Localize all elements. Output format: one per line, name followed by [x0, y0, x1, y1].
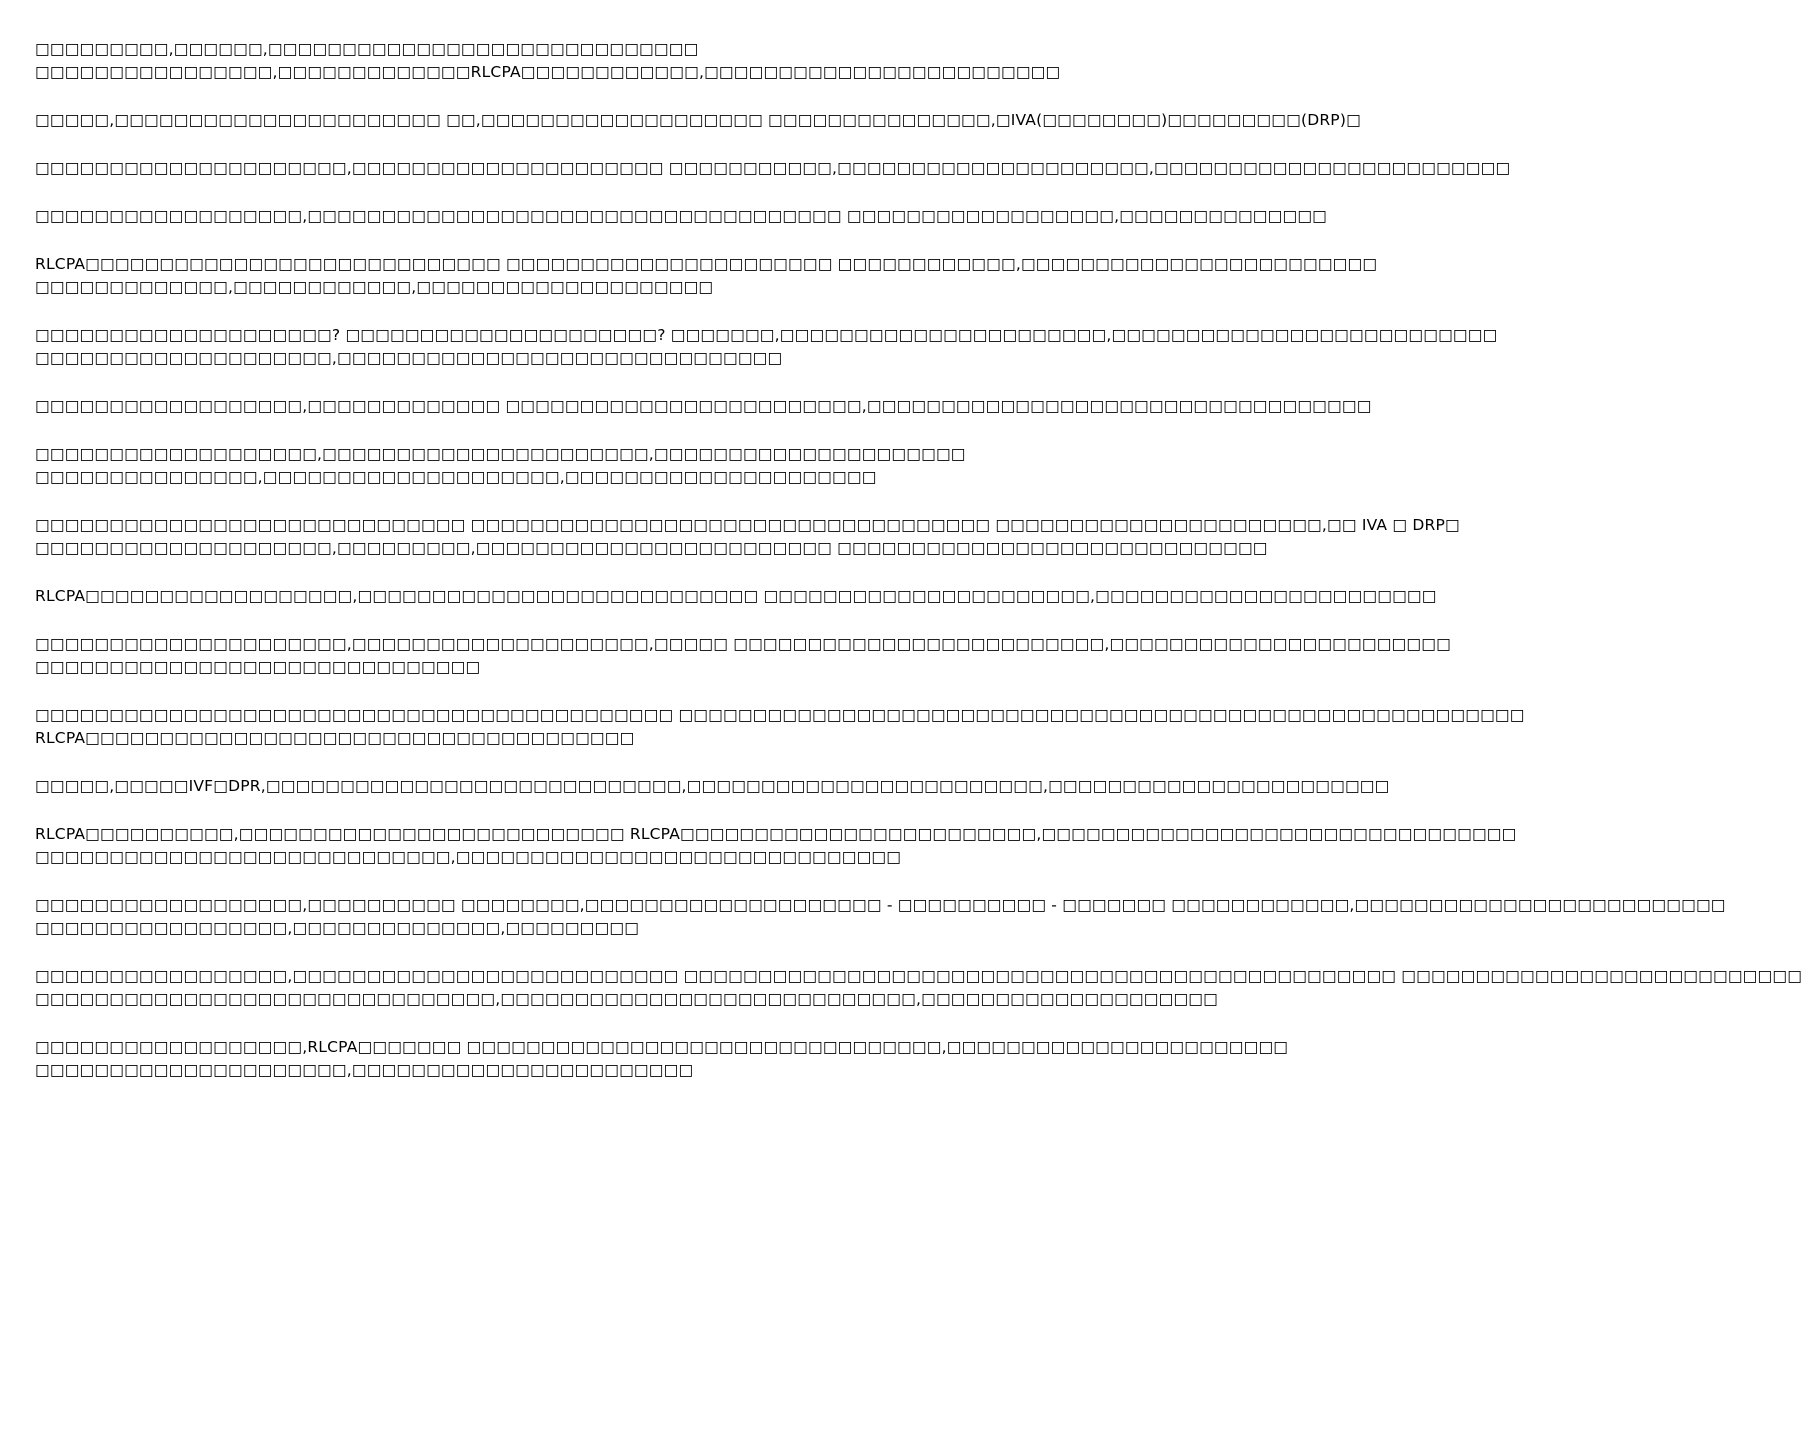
- paragraph: [35, 38, 1061, 84]
- paragraph-line: □□□□□□□□□□□□□□□,□□□□□□□□□□□□□□□□□□□□,□□□□□□□□□□□□□□□□□□□□□: [35, 468, 877, 486]
- paragraph-line: □□□□□□□□□□□□□□□□□□□□? □□□□□□□□□□□□□□□□□□□□□? □□□□□□□,□□□□□□□□□□□□□□□□□□□□□□,□□□□□□□□□□□□□□□□□□□□□□□□□□: [35, 326, 1498, 344]
- paragraph-line: □□□□□□□□□□□□□□□□□□□,□□□□□□□□□□□□□□□□□□□□□□,□□□□□□□□□□□□□□□□□□□□□: [35, 445, 966, 463]
- paragraph: [35, 585, 1437, 608]
- paragraph-line: □□□□□□□□□□□□□□□□□,□□□□□□□□□□□□□□,□□□□□□□□□: [35, 919, 640, 937]
- paragraph-line: □□□□□□□□□□□□□□□□□□□□□□□□□□□□□□□,□□□□□□□□□□□□□□□□□□□□□□□□□□□□,□□□□□□□□□□□□□□□□□□□□: [35, 990, 1218, 1008]
- paragraph-line: □□□□□□□□□□□□□□□□□□□□□,□□□□□□□□□□□□□□□□□□□□□ □□□□□□□□□□□,□□□□□□□□□□□□□□□□□□□□□,□□□□□□□□□□□□□□□□□□□□□□□□: [35, 159, 1511, 177]
- paragraph-line: RLCPA□□□□□□□□□□,□□□□□□□□□□□□□□□□□□□□□□□□□□ RLCPA□□□□□□□□□□□□□□□□□□□□□□□□,□□□□□□□□□□□□□□□□□□□□□□□□□□□□□□□□: [35, 825, 1517, 843]
- paragraph-line: □□□□□,□□□□□IVF□DPR,□□□□□□□□□□□□□□□□□□□□□□□□□□□□,□□□□□□□□□□□□□□□□□□□□□□□□,□□□□□□□□□□□□□□□□□□□□□□□: [35, 777, 1390, 795]
- paragraph: [35, 894, 1726, 940]
- paragraph-line: □□□□□□□□□□□□□□□□□□,□□□□□□□□□□□□□ □□□□□□□□□□□□□□□□□□□□□□□□,□□□□□□□□□□□□□□□□□□□□□□□□□□□□□□□□□□: [35, 397, 1372, 415]
- paragraph-line: □□□□□□□□□□□□□□□□□□□□□□□□□□□□,□□□□□□□□□□□□□□□□□□□□□□□□□□□□□□: [35, 848, 902, 866]
- paragraph-line: □□□□□,□□□□□□□□□□□□□□□□□□□□□□ □□,□□□□□□□□□□□□□□□□□□□ □□□□□□□□□□□□□□□,□IVA(□□□□□□□□)□□□□□□□□□(DRP)□: [35, 111, 1361, 129]
- paragraph-line: □□□□□□□□□□□□□□□□□□□□□□□□□□□□□□: [35, 658, 481, 676]
- paragraph: [35, 965, 1802, 1011]
- paragraph-line: □□□□□□□□□,□□□□□□,□□□□□□□□□□□□□□□□□□□□□□□□□□□□□: [35, 40, 699, 58]
- paragraph: [35, 443, 995, 489]
- paragraph-line: □□□□□□□□□□□□□□□□□□,□□□□□□□□□□ □□□□□□□□,□□□□□□□□□□□□□□□□□□□□ - □□□□□□□□□□ - □□□□□□□ □□□□□□□□□□□□,□□□□□□□□□□□□□□□□□□□□□□□□□: [35, 896, 1726, 914]
- paragraph-line: □□□□□□□□□□□□□□□□□,□□□□□□□□□□□□□□□□□□□□□□□□□□ □□□□□□□□□□□□□□□□□□□□□□□□□□□□□□□□□□□□□□□□□□□□□□□□ □□□□□□□□□□□□□□□□□□□□□□□□□□□: [35, 967, 1802, 985]
- paragraph: [35, 633, 1451, 679]
- paragraph-line: □□□□□□□□□□□□□□□□□□,□□□□□□□□□□□□□□□□□□□□□□□□□□□□□□□□□□□□ □□□□□□□□□□□□□□□□□□,□□□□□□□□□□□□□□: [35, 207, 1328, 225]
- paragraph-line: □□□□□□□□□□□□□□□□□□□□□,□□□□□□□□□□□□□□□□□□□□,□□□□□ □□□□□□□□□□□□□□□□□□□□□□□□□,□□□□□□□□□□□□□□□□□□□□□□□: [35, 635, 1451, 653]
- paragraph: [35, 109, 1361, 132]
- paragraph-line: □□□□□□□□□□□□□,□□□□□□□□□□□□,□□□□□□□□□□□□□□□□□□□□: [35, 278, 714, 296]
- paragraph: [35, 704, 1525, 750]
- paragraph: [35, 395, 1372, 418]
- paragraph: [35, 157, 1511, 180]
- paragraph-line: RLCPA□□□□□□□□□□□□□□□□□□□□□□□□□□□□□□□□□□□□□: [35, 729, 635, 747]
- paragraph: [35, 253, 1378, 299]
- paragraph-line: □□□□□□□□□□□□□□□□□□□□,□□□□□□□□□□□□□□□□□□□□□□□□□□□□□□: [35, 349, 783, 367]
- paragraph-line: RLCPA□□□□□□□□□□□□□□□□□□,□□□□□□□□□□□□□□□□□□□□□□□□□□□ □□□□□□□□□□□□□□□□□□□□□□,□□□□□□□□□□□□□□□□□□□□□□□: [35, 587, 1437, 605]
- paragraph-line: □□□□□□□□□□□□□□□□□□□□□,□□□□□□□□□□□□□□□□□□□□□□□: [35, 1061, 694, 1079]
- paragraph-line: □□□□□□□□□□□□□□□□□□□□□□□□□□□□□ □□□□□□□□□□□□□□□□□□□□□□□□□□□□□□□□□□□ □□□□□□□□□□□□□□□□□□□□□□,□□ IVA □ DRP□: [35, 516, 1460, 534]
- paragraph-line: □□□□□□□□□□□□□□□□□□□□,□□□□□□□□□,□□□□□□□□□□□□□□□□□□□□□□□□ □□□□□□□□□□□□□□□□□□□□□□□□□□□□□: [35, 539, 1268, 557]
- paragraph: [35, 775, 1390, 798]
- paragraph: [35, 205, 1328, 228]
- paragraph-line: RLCPA□□□□□□□□□□□□□□□□□□□□□□□□□□□□ □□□□□□□□□□□□□□□□□□□□□□ □□□□□□□□□□□□,□□□□□□□□□□□□□□□□□□□□□□□□: [35, 255, 1378, 273]
- document-body: [35, 38, 1802, 1107]
- paragraph: [35, 823, 1517, 869]
- paragraph: [35, 1036, 1289, 1082]
- paragraph-line: □□□□□□□□□□□□□□□□,□□□□□□□□□□□□□RLCPA□□□□□□□□□□□□,□□□□□□□□□□□□□□□□□□□□□□□□: [35, 63, 1061, 81]
- paragraph: [35, 514, 1460, 560]
- paragraph-line: □□□□□□□□□□□□□□□□□□,RLCPA□□□□□□□ □□□□□□□□□□□□□□□□□□□□□□□□□□□□□□□□,□□□□□□□□□□□□□□□□□□□□□□□: [35, 1038, 1289, 1056]
- paragraph-line: □□□□□□□□□□□□□□□□□□□□□□□□□□□□□□□□□□□□□□□□□□□ □□□□□□□□□□□□□□□□□□□□□□□□□□□□□□□□□□□□□□□□□□□□□□□□□□□□□□□□□: [35, 706, 1525, 724]
- paragraph: [35, 324, 1498, 370]
